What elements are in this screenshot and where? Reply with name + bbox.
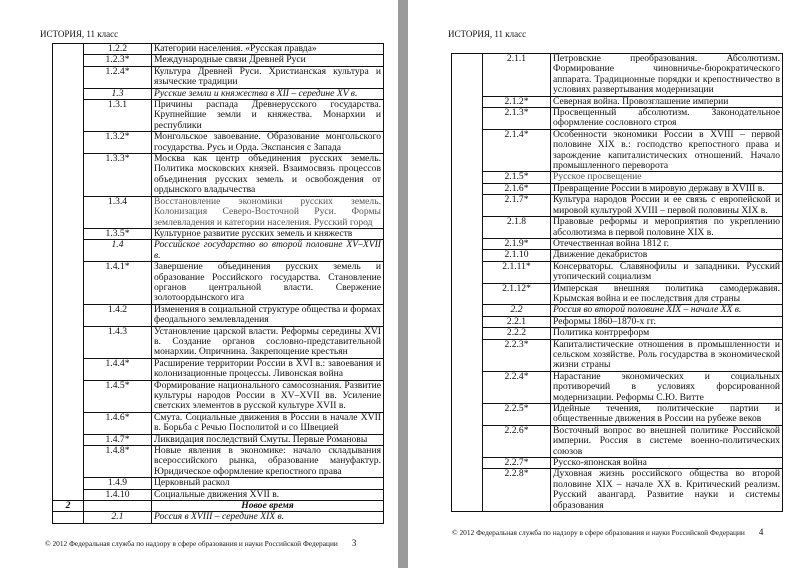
topic-code: 1.3.4 xyxy=(84,196,152,228)
topic-code: 2.2.7* xyxy=(483,458,551,469)
topic-text: Новое время xyxy=(152,501,384,512)
topic-code xyxy=(84,501,152,512)
topic-text: Политика контрреформ xyxy=(551,328,783,339)
topic-text: Движение декабристов xyxy=(551,250,783,261)
topic-code: 1.3.3* xyxy=(84,154,152,197)
table-row xyxy=(53,196,384,228)
table-row xyxy=(53,55,384,66)
topic-code: 2.2.6* xyxy=(483,425,551,457)
table-row xyxy=(53,446,384,478)
topic-text: Изменения в социальной структуре общества и формах феодального землевладения xyxy=(152,304,384,326)
topic-code: 1.4 xyxy=(84,240,152,262)
table-row xyxy=(53,88,384,99)
topic-text: Установление царской власти. Реформы середины XVI в. Создание органов сословно-представительной монархии. Опричнина. Закрепощение крестьян xyxy=(152,326,384,358)
table-row xyxy=(452,261,783,283)
table-row xyxy=(452,96,783,107)
topic-text: Российское государство во второй половине XV–XVII в. xyxy=(152,240,384,262)
topic-code: 2.1 xyxy=(84,512,152,523)
table-row xyxy=(53,358,384,380)
topic-text: Петровские преобразования. Абсолютизм. Формирование чиновничье-бюрократического аппарата. Традиционные порядки и крепостничество в условиях развертывания модернизации xyxy=(551,54,783,97)
topic-code: 2.1.12* xyxy=(483,283,551,305)
topic-text: Международные связи Древней Руси xyxy=(152,55,384,66)
topic-text: Монгольское завоевание. Образование монгольского государства. Русь и Орда. Экспансия с Запада xyxy=(152,132,384,154)
table-row xyxy=(53,434,384,445)
topic-text: Русское просвещение xyxy=(551,172,783,183)
topic-code: 2.2 xyxy=(483,305,551,316)
topic-code: 2.1.8 xyxy=(483,217,551,239)
table-row xyxy=(452,195,783,217)
section-cell xyxy=(452,54,483,512)
topic-text: Русские земли и княжества в XII – середине XV в. xyxy=(152,88,384,99)
table-row xyxy=(452,238,783,249)
topic-text: Реформы 1860–1870-х гг. xyxy=(551,316,783,327)
table-row xyxy=(53,240,384,262)
table-row xyxy=(53,100,384,132)
topic-code: 2.2.4* xyxy=(483,371,551,403)
table-row xyxy=(452,54,783,97)
table-row xyxy=(452,425,783,457)
topic-text: Категории населения. «Русская правда» xyxy=(152,44,384,55)
topic-code: 2.1.4* xyxy=(483,129,551,172)
topic-code: 1.4.6* xyxy=(84,412,152,434)
topic-text: Капиталистические отношения в промышленности и сельском хозяйстве. Роль государства в экономической жизни страны xyxy=(551,339,783,371)
table-row xyxy=(53,132,384,154)
section-cell: 2 xyxy=(53,501,84,512)
topic-text: Смута. Социальные движения в России в начале XVII в. Борьба с Речью Посполитой и со Швецией xyxy=(152,412,384,434)
table-row xyxy=(452,172,783,183)
topic-code: 1.2.4* xyxy=(84,66,152,88)
topic-code: 1.3 xyxy=(84,88,152,99)
topic-text: Новые явления в экономике: начало складывания всероссийского рынка, образование мануфактур. Юридическое оформление крепостного права xyxy=(152,446,384,478)
table-row xyxy=(452,328,783,339)
table-row xyxy=(53,489,384,500)
section-cell xyxy=(53,512,84,523)
topic-text: Москва как центр объединения русских земель. Политика московских князей. Взаимосвязь процессов объединения русских земель и освобождения от ордынского владычества xyxy=(152,154,384,197)
topic-code: 1.4.10 xyxy=(84,489,152,500)
topic-code: 1.4.9 xyxy=(84,478,152,489)
page-footer xyxy=(452,527,763,537)
topic-text: Имперская внешняя политика самодержавия. Крымская война и ее последствия для страны xyxy=(551,283,783,305)
topic-text: Особенности экономики России в XVIII – первой половине XIX в.: господство крепостного права и зарождение капиталистических отношений. Начало промышленного переворота xyxy=(551,129,783,172)
topic-text: Восточный вопрос во внешней политике Российской империи. Россия в системе военно-политических союзов xyxy=(551,425,783,457)
topic-text: Превращение России в мировую державу в XVIII в. xyxy=(551,183,783,194)
page-header: ИСТОРИЯ, 11 класс xyxy=(40,29,119,39)
topic-text: Россия во второй половине XIX – начале XX в. xyxy=(551,305,783,316)
topic-text: Причины распада Древнерусского государства. Крупнейшие земли и княжества. Монархии и республики xyxy=(152,100,384,132)
topic-code: 1.3.2* xyxy=(84,132,152,154)
topic-text: Формирование национального самосознания. Развитие культуры народов России в XV–XVII вв. Усиление светских элементов в русской культуре XVII в. xyxy=(152,380,384,412)
page-number: 4 xyxy=(758,527,764,537)
table-row xyxy=(53,66,384,88)
topic-code: 2.1.3* xyxy=(483,108,551,130)
topic-text: Консерваторы. Славянофилы и западники. Русский утопический социализм xyxy=(551,261,783,283)
topic-code: 2.1.1 xyxy=(483,54,551,97)
table-row xyxy=(53,380,384,412)
table-row xyxy=(452,316,783,327)
topic-code: 2.2.8* xyxy=(483,469,551,512)
topic-text: Восстановление экономики русских земель. Колонизация Северо-Восточной Руси. Формы землевладения и категории населения. Русский город xyxy=(152,196,384,228)
table-row xyxy=(452,404,783,426)
topic-text: Культура народов России и ее связь с европейской и мировой культурой XVIII – первой половины XIX в. xyxy=(551,195,783,217)
table-row xyxy=(452,305,783,316)
table-row xyxy=(53,44,384,55)
section-cell xyxy=(53,44,84,501)
table-row xyxy=(53,512,384,523)
topic-code: 2.1.6* xyxy=(483,183,551,194)
topic-code: 2.1.11* xyxy=(483,261,551,283)
topic-code: 2.1.9* xyxy=(483,238,551,249)
topic-code: 1.4.3 xyxy=(84,326,152,358)
topic-text: Культура Древней Руси. Христианская культура и языческие традиции xyxy=(152,66,384,88)
table-row xyxy=(53,326,384,358)
topic-code: 2.1.5* xyxy=(483,172,551,183)
copyright-text: © 2012 Федеральная служба по надзору в сфере образования и науки Российской Федерации xyxy=(45,539,338,548)
topic-code: 1.2.2 xyxy=(84,44,152,55)
table-row xyxy=(452,129,783,172)
page-number: 3 xyxy=(351,538,357,548)
topic-code: 1.4.7* xyxy=(84,434,152,445)
table-row xyxy=(452,458,783,469)
topic-code: 2.2.1 xyxy=(483,316,551,327)
table-row xyxy=(452,108,783,130)
topic-code: 1.2.3* xyxy=(84,55,152,66)
page-4 xyxy=(408,0,800,568)
table-row xyxy=(53,262,384,305)
topic-text: Культурное развитие русских земель и княжеств xyxy=(152,228,384,239)
topic-text: Расширение территории России в XVI в.: завоевания и колонизационные процессы. Ливонская война xyxy=(152,358,384,380)
table-row xyxy=(452,371,783,403)
content-table xyxy=(451,53,783,512)
topic-code: 2.2.3* xyxy=(483,339,551,371)
topic-code: 2.2.2 xyxy=(483,328,551,339)
topic-text: Правовые реформы и мероприятия по укреплению абсолютизма в первой половине XIX в. xyxy=(551,217,783,239)
topic-code: 1.4.4* xyxy=(84,358,152,380)
topic-text: Просвещенный абсолютизм. Законодательное оформление сословного строя xyxy=(551,108,783,130)
topic-code: 2.1.2* xyxy=(483,96,551,107)
table-row xyxy=(53,228,384,239)
content-table xyxy=(52,43,384,524)
topic-code: 2.1.7* xyxy=(483,195,551,217)
topic-code: 2.1.10 xyxy=(483,250,551,261)
topic-code: 2.2.5* xyxy=(483,404,551,426)
table-row xyxy=(452,217,783,239)
table-row xyxy=(53,154,384,197)
topic-text: Русско-японская война xyxy=(551,458,783,469)
topic-text: Ликвидация последствий Смуты. Первые Романовы xyxy=(152,434,384,445)
page-3 xyxy=(0,0,398,568)
topic-text: Отечественная война 1812 г. xyxy=(551,238,783,249)
topic-code: 1.4.1* xyxy=(84,262,152,305)
topic-text: Нарастание экономических и социальных противоречий в условиях форсированной модернизации. Реформы С.Ю. Витте xyxy=(551,371,783,403)
topic-code: 1.3.1 xyxy=(84,100,152,132)
page-footer xyxy=(45,538,356,548)
table-row xyxy=(53,412,384,434)
table-row xyxy=(452,250,783,261)
topic-text: Завершение объединения русских земель и образование Российского государства. Становление органов центральной власти. Свержение золотоордынского ига xyxy=(152,262,384,305)
topic-text: Церковный раскол xyxy=(152,478,384,489)
topic-code: 1.4.5* xyxy=(84,380,152,412)
page-header: ИСТОРИЯ, 11 класс xyxy=(448,29,527,39)
topic-code: 1.4.2 xyxy=(84,304,152,326)
topic-text: Северная война. Провозглашение империи xyxy=(551,96,783,107)
topic-text: Идейные течения, политические партии и общественные движения в России на рубеже веков xyxy=(551,404,783,426)
topic-text: Социальные движения XVII в. xyxy=(152,489,384,500)
table-row xyxy=(452,283,783,305)
copyright-text: © 2012 Федеральная служба по надзору в сфере образования и науки Российской Федерации xyxy=(452,528,745,537)
table-row xyxy=(53,501,384,512)
topic-text: Россия в XVIII – середине XIX в. xyxy=(152,512,384,523)
table-row xyxy=(452,183,783,194)
table-row xyxy=(452,339,783,371)
table-row xyxy=(53,478,384,489)
table-row xyxy=(53,304,384,326)
topic-code: 1.3.5* xyxy=(84,228,152,239)
topic-code: 1.4.8* xyxy=(84,446,152,478)
topic-text: Духовная жизнь российского общества во второй половине XIX – начале XX в. Критический реализм. Русский авангард. Развитие науки и системы образования xyxy=(551,469,783,512)
table-row xyxy=(452,469,783,512)
